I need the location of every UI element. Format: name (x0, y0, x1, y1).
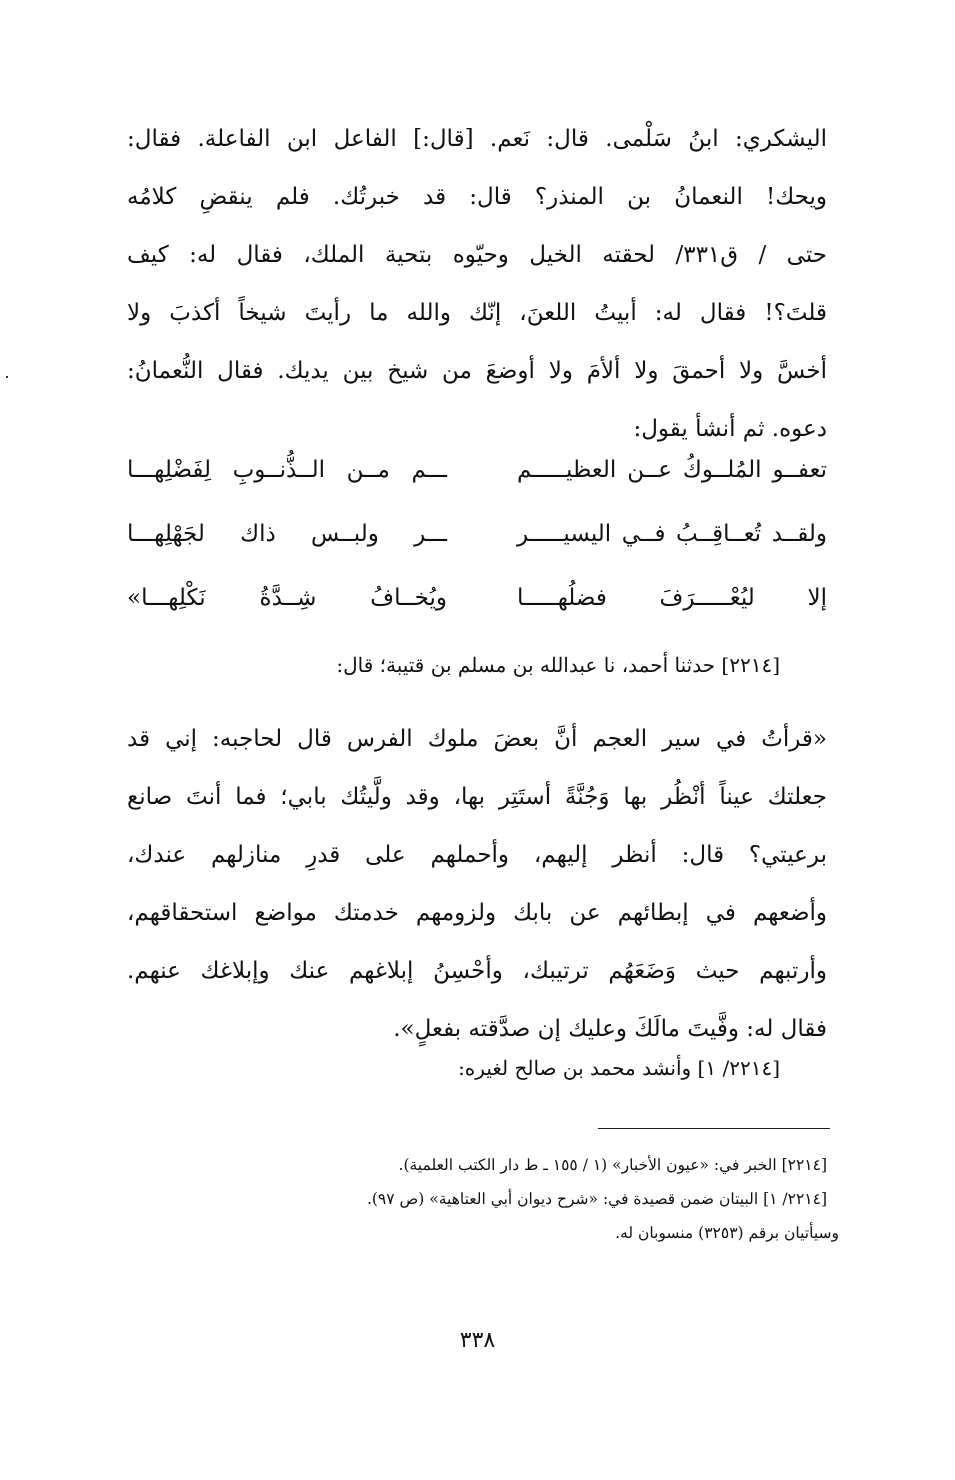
text-line: فقال له: وفَّيتَ مالَكَ وعليك إن صدَّقته بفعلٍ». (393, 1016, 827, 1042)
text-line: ويحك! النعمانُ بن المنذر؟ قال: قد خبرتُك. فلم ينقضِ كلامُه (127, 184, 827, 210)
verse-second-half: ـــم مــن الــذُّنــوبِ لِفَضْلِهـــا (127, 457, 447, 483)
text-line: قلتَ؟! فقال له: أبيتُ اللعنَ، إنّك والله ما رأيتَ شيخاً أكذبَ ولا (127, 300, 827, 326)
paragraph-2 (127, 710, 827, 1058)
text-line: برعيتي؟ قال: أنظر إليهم، وأحملهم على قدرِ منازلهم عندك، (127, 842, 827, 868)
footnote-line: وسيأتيان برقم (٣٢٥٣) منسوبان له. (615, 1224, 839, 1242)
text-line: حتى / ق٣٣١/ لحقته الخيل وحيّوه بتحية الملك، فقال له: كيف (127, 242, 827, 268)
verse-first-half: ولقــد تُعــاقِــبُ فــي اليسيـــــر (517, 521, 827, 547)
poem-verse (127, 578, 827, 618)
text-line: اليشكري: ابنُ سَلْمى. قال: نَعم. [قال:] الفاعل ابن الفاعلة. فقال: (127, 126, 827, 152)
footnotes (127, 1148, 839, 1250)
verse-second-half: ويُخــافُ شِــدَّةُ نَكْلِهـــا» (127, 585, 447, 611)
entry-heading-2214-1: [٢٢١٤/ ١] وأنشد محمد بن صالح لغيره: (458, 1056, 780, 1080)
page-number: ٣٣٨ (459, 1328, 496, 1353)
text-line: وأضعهم في إبطائهم عن بابك ولزومهم خدمتك مواضع استحقاقهم، (127, 900, 827, 926)
text-line: دعوه. ثم أنشأ يقول: (633, 416, 827, 442)
footnote-divider (598, 1128, 830, 1129)
text-line: «قرأتُ في سير العجم أنَّ بعضَ ملوك الفرس قال لحاجبه: إني قد (127, 726, 827, 752)
verse-first-half: تعفــو المُلــوكُ عــن العظيـــــم (517, 457, 827, 483)
entry-heading-2214: [٢٢١٤] حدثنا أحمد، نا عبدالله بن مسلم بن قتيبة؛ قال: (336, 653, 780, 677)
text-line: وأرتبهم حيث وَضَعَهُم ترتيبك، وأحْسِنُ إبلاغهم عنك وإبلاغك عنهم. (127, 958, 827, 984)
paragraph-1 (127, 110, 827, 458)
margin-mark (6, 376, 8, 378)
verse-first-half: إلا ليُعْـــــرَفَ فضلُهـــــا (517, 585, 827, 611)
verse-second-half: ـــر ولبــس ذاك لجَهْلِهـــا (127, 521, 447, 547)
text-line: أخسَّ ولا أحمقَ ولا ألأمَ ولا أوضعَ من شيخ بين يديك. فقال النُّعمانُ: (127, 358, 827, 384)
poem-verse (127, 514, 827, 554)
poem-verse (127, 450, 827, 490)
text-line: جعلتك عيناً أنْظُر بها وَجُنَّةً أستَتِر بها، وقد ولَّيتُك بابي؛ فما أنتَ صانع (127, 784, 827, 810)
footnote-line: [٢٢١٤] الخبر في: «عيون الأخبار» (١ / ١٥٥ ـ ط دار الكتب العلمية). (398, 1156, 827, 1174)
footnote-line: [٢٢١٤/ ١] البيتان ضمن قصيدة في: «شرح ديوان أبي العتاهية» (ص ٩٧). (366, 1190, 827, 1208)
